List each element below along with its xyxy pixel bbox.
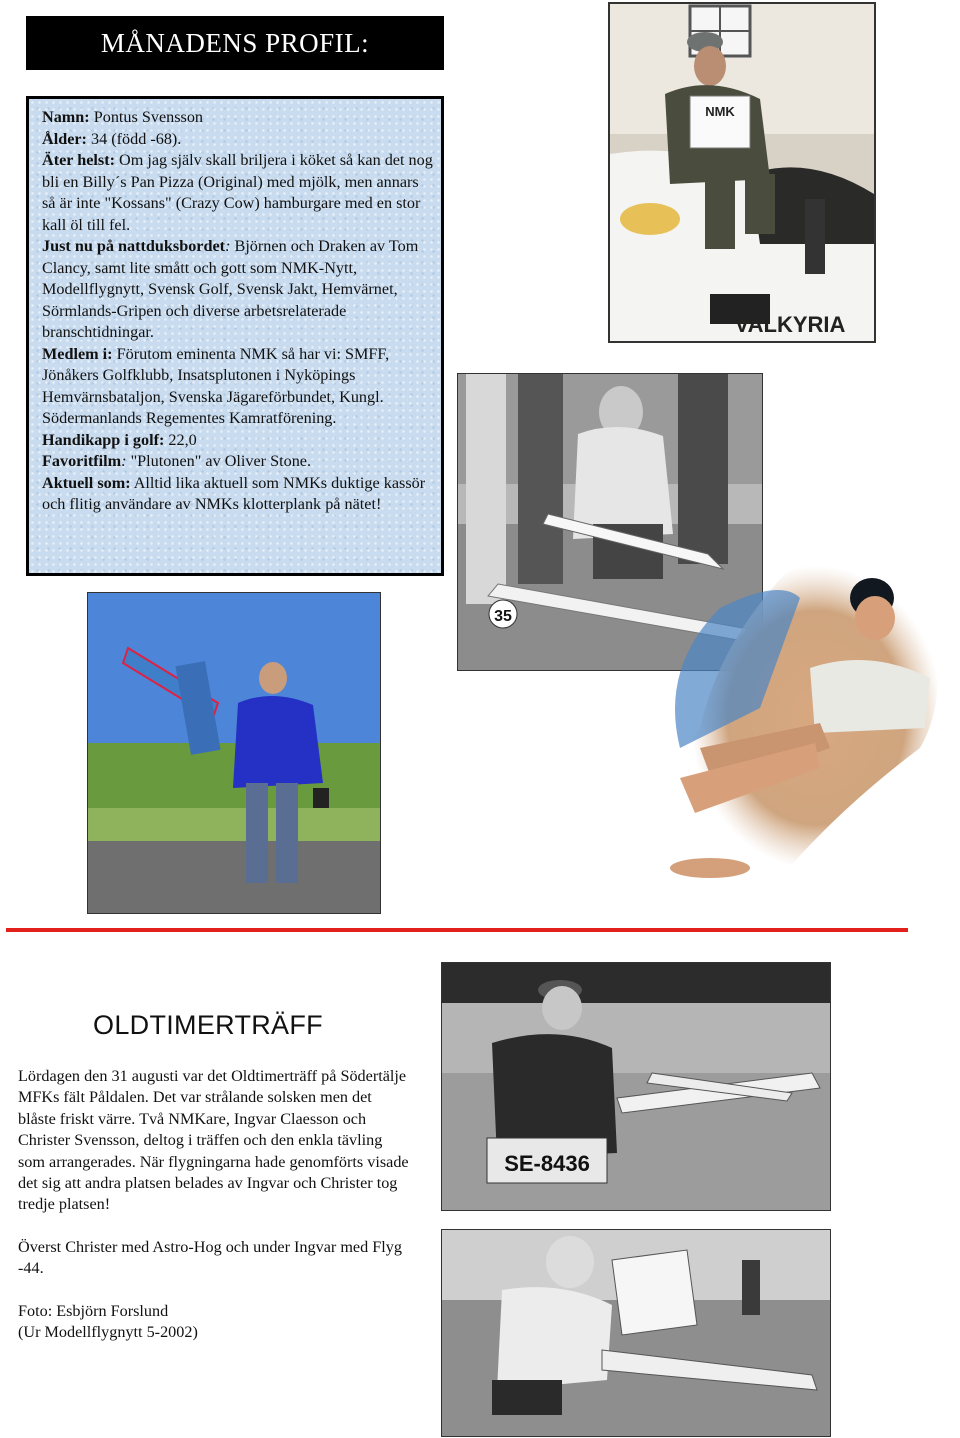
- name-value: Pontus Svensson: [89, 108, 204, 126]
- golf-label: Handikapp i golf:: [42, 430, 165, 449]
- car-sign-text: VALKYRIA: [734, 312, 846, 337]
- magazine-label: NMK: [705, 104, 735, 119]
- golf-value: 22,0: [164, 430, 197, 449]
- eat-label: Äter helst:: [42, 151, 115, 169]
- member-value: Förutom eminenta NMK så har vi: SMFF, Jönåkers Golfklubb, Insatsplutonen i Nyköpings Hemvärnsbataljon, Svenska Jägareförbundet, Kungl. Södermanlands Regementes Kamratförening.: [42, 344, 390, 427]
- age-value: 34 (född -68).: [86, 129, 182, 148]
- eat-value: Om jag själv skall briljera i köket så kan det nog bli en Billy´s Pan Pizza (Original) med mjölk, men annars så är inte "Kossans" (Crazy Cow) hamburgare med en stor kall öl till fel.: [42, 151, 433, 234]
- photo-man-on-car: [608, 2, 876, 343]
- film-colon: :: [121, 452, 127, 470]
- current-label: Aktuell som:: [42, 473, 131, 492]
- oldtimer-title: OLDTIMERTRÄFF: [93, 1010, 323, 1040]
- page-title: MÅNADENS PROFIL:: [26, 16, 444, 70]
- photo-ingvar-flyg-44: [441, 1229, 831, 1437]
- age-label: Ålder:: [42, 129, 87, 148]
- photo-man-relaxing: [640, 548, 945, 888]
- photo-christer-astro-hog: [441, 962, 831, 1211]
- profile-text: [42, 107, 434, 516]
- name-label: Namn:: [42, 108, 90, 126]
- oldtimer-paragraph: Lördagen den 31 augusti var det Oldtimerträff på Södertälje MFKs fält Påldalen. Det var strålande solsken men det blåste friskt värre. Två NMKare, Ingvar Claesson och Christer Svensson, deltog i träffen och den enkla tävling som arrangerades. När flygningarna hade genomförts visade det sig att andra platsen belades av Ingvar och Christer tog tredje platsen!: [18, 1067, 409, 1214]
- photo-credit: Foto: Esbjörn Forslund: [18, 1301, 169, 1320]
- film-value: "Plutonen" av Oliver Stone.: [126, 452, 312, 470]
- nightstand-colon: :: [225, 237, 231, 255]
- current-value: Alltid lika aktuell som NMKs duktige kassör och flitig användare av NMKs klotterplank på nätet!: [42, 473, 426, 513]
- oldtimer-article: [18, 1066, 413, 1343]
- member-label: Medlem i:: [42, 344, 113, 363]
- source-note: (Ur Modellflygnytt 5-2002): [18, 1323, 198, 1342]
- plane-number: 35: [494, 608, 512, 625]
- nightstand-label: Just nu på nattduksbordet: [42, 237, 226, 255]
- plane-registration: SE-8436: [504, 1151, 590, 1176]
- nightstand-value: Björnen och Draken av Tom Clancy, samt lite smått och gott som NMK-Nytt, Modellflygnytt, Svensk Golf, Svensk Jakt, Hemvärnet, Sörmlands-Gripen och diverse arbetsrelaterade branschtidningar.: [42, 237, 419, 341]
- film-label: Favoritfilm: [42, 452, 122, 470]
- profile-box: [26, 96, 444, 576]
- section-divider: [6, 928, 908, 932]
- oldtimer-caption: Överst Christer med Astro-Hog och under Ingvar med Flyg -44.: [18, 1237, 402, 1278]
- photo-man-blue-sweater: [87, 592, 381, 914]
